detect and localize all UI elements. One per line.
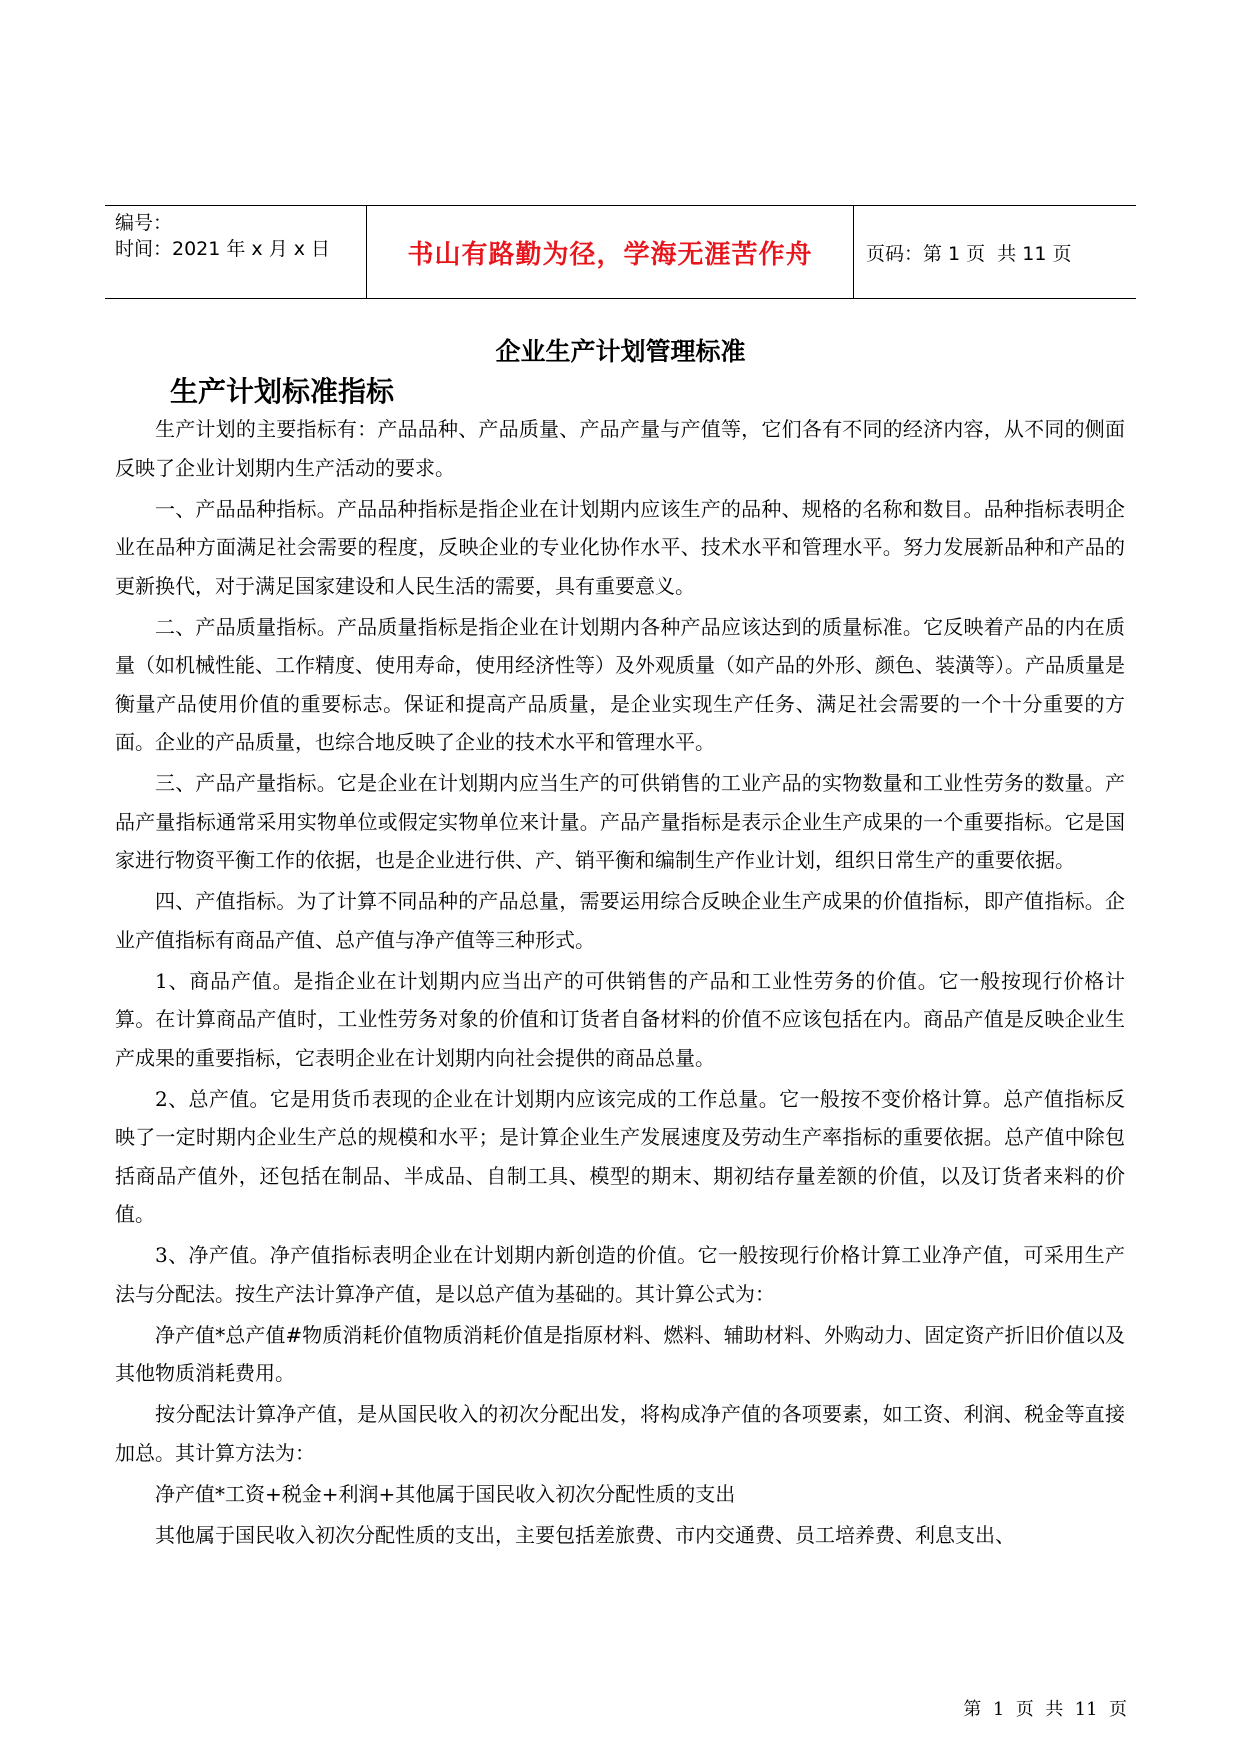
- paragraph: 一、产品品种指标。产品品种指标是指企业在计划期内应该生产的品种、规格的名称和数目。品种指标表明企业在品种方面满足社会需要的程度，反映企业的专业化协作水平、技术水平和管理水平。努力发展新品种和产品的更新换代，对于满足国家建设和人民生活的需要，具有重要意义。: [115, 496, 1125, 598]
- paragraph: 净产值*总产值#物质消耗价值物质消耗价值是指原材料、燃料、辅助材料、外购动力、固定资产折旧价值以及其他物质消耗费用。: [115, 1322, 1125, 1385]
- motto-text: 书山有路勤为径，学海无涯苦作舟: [407, 239, 813, 270]
- document-title: 企业生产计划管理标准: [495, 337, 746, 366]
- paragraph: 1、商品产值。是指企业在计划期内应当出产的可供销售的产品和工业性劳务的价值。它一般按现行价格计算。在计算商品产值时，工业性劳务对象的价值和订货者自备材料的价值不应该包括在内。商品产值是反映企业生产成果的重要指标，它表明企业在计划期内向社会提供的商品总量。: [115, 968, 1125, 1070]
- paragraph: 2、总产值。它是用货币表现的企业在计划期内应该完成的工作总量。它一般按不变价格计算。总产值指标反映了一定时期内企业生产总的规模和水平；是计算企业生产发展速度及劳动生产率指标的重要依据。总产值中除包括商品产值外，还包括在制品、半成品、自制工具、模型的期末、期初结存量差额的价值，以及订货者来料的价值。: [115, 1086, 1125, 1226]
- paragraph: 净产值*工资+税金+利润+其他属于国民收入初次分配性质的支出: [155, 1481, 736, 1506]
- paragraph: 二、产品质量指标。产品质量指标是指企业在计划期内各种产品应该达到的质量标准。它反映着产品的内在质量（如机械性能、工作精度、使用寿命，使用经济性等）及外观质量（如产品的外形、颜色、装潢等）。产品质量是衡量产品使用价值的重要标志。保证和提高产品质量，是企业实现生产任务、满足社会需要的一个十分重要的方面。企业的产品质量，也综合地反映了企业的技术水平和管理水平。: [115, 614, 1125, 754]
- paragraph: 四、产值指标。为了计算不同品种的产品总量，需要运用综合反映企业生产成果的价值指标，即产值指标。企业产值指标有商品产值、总产值与净产值等三种形式。: [115, 889, 1125, 952]
- document-body: [115, 410, 1125, 1557]
- document-header-table: [105, 205, 1136, 299]
- section-heading: 生产计划标准指标: [170, 375, 395, 408]
- paragraph: 其他属于国民收入初次分配性质的支出，主要包括差旅费、市内交通费、员工培养费、利息支出、: [155, 1522, 1015, 1547]
- page-footer: 第 1 页 共 11 页: [963, 1699, 1127, 1720]
- header-page-cell: [854, 206, 1136, 298]
- paragraph: 生产计划的主要指标有：产品品种、产品质量、产品产量与产值等，它们各有不同的经济内容，从不同的侧面反映了企业计划期内生产活动的要求。: [115, 417, 1125, 480]
- paragraph: 三、产品产量指标。它是企业在计划期内应当生产的可供销售的工业产品的实物数量和工业性劳务的数量。产品产量指标通常采用实物单位或假定实物单位来计量。产品产量指标是表示企业生产成果的一个重要指标。它是国家进行物资平衡工作的依据，也是企业进行供、产、销平衡和编制生产作业计划，组织日常生产的重要依据。: [115, 771, 1125, 872]
- document-time-label: 时间：2021 年 x 月 x 日: [115, 238, 331, 260]
- document-number-label: 编号：: [115, 212, 173, 234]
- page-number-label: 页码：第 1 页 共 11 页: [866, 242, 1072, 265]
- paragraph: 3、净产值。净产值指标表明企业在计划期内新创造的价值。它一般按现行价格计算工业净产值，可采用生产法与分配法。按生产法计算净产值，是以总产值为基础的。其计算公式为：: [115, 1243, 1125, 1306]
- paragraph: 按分配法计算净产值，是从国民收入的初次分配出发，将构成净产值的各项要素，如工资、利润、税金等直接加总。其计算方法为：: [115, 1402, 1125, 1465]
- header-motto-cell: [367, 206, 854, 298]
- header-meta-cell: [105, 206, 367, 298]
